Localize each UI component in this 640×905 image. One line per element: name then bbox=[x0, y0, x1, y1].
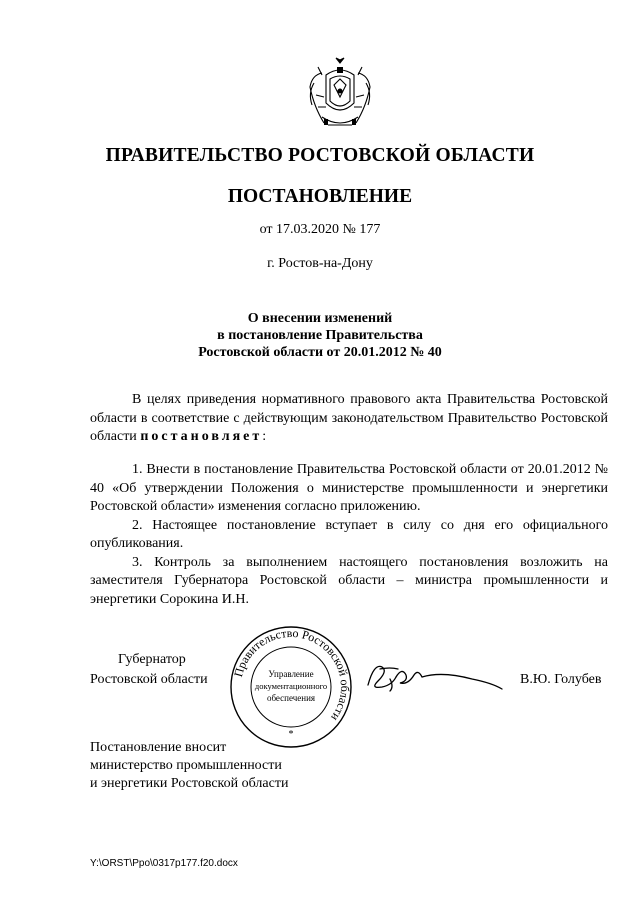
submitted-by-line: министерство промышленности bbox=[90, 758, 282, 773]
decree-item: 1. Внести в постановление Правительства Ростовской области от 20.01.2012 № 40 «Об утверждении Положения о министерстве промышленности и энергетики Ростовской области» изменения согласно приложению. bbox=[90, 462, 608, 514]
decree-item: 3. Контроль за выполнением настоящего постановления возложить на заместителя Губернатора Ростовской области – министра промышленности и энергетики Сорокина И.Н. bbox=[90, 554, 608, 607]
organization-title: ПРАВИТЕЛЬСТВО РОСТОВСКОЙ ОБЛАСТИ bbox=[105, 145, 535, 166]
preamble-paragraph: В целях приведения нормативного правового акта Правительства Ростовской области в соответствие с действующим законодательством Правительство Ростовской области постановляет: bbox=[90, 392, 608, 444]
seal-outer-text: Правительство Ростовской области bbox=[231, 625, 353, 724]
signer-name: В.Ю. Голубев bbox=[520, 672, 602, 687]
subject-line: в постановление Правительства bbox=[217, 328, 423, 343]
official-seal bbox=[228, 624, 354, 750]
handwritten-signature bbox=[360, 655, 510, 695]
submitted-by-line: Постановление вносит bbox=[90, 740, 227, 755]
seal-inner-line: обеспечения bbox=[266, 693, 316, 703]
submitted-by-line: и энергетики Ростовской области bbox=[90, 776, 289, 791]
coat-of-arms-icon bbox=[300, 55, 380, 133]
document-city: г. Ростов-на-Дону bbox=[267, 256, 373, 271]
document-subject bbox=[0, 310, 640, 361]
seal-inner-line: Управление bbox=[268, 669, 314, 679]
subject-line: Ростовской области от 20.01.2012 № 40 bbox=[198, 345, 442, 360]
document-type: ПОСТАНОВЛЕНИЕ bbox=[227, 186, 413, 207]
seal-inner-line: документационного bbox=[254, 681, 328, 691]
decree-items bbox=[90, 461, 608, 609]
signer-title-line: Ростовской области bbox=[90, 672, 208, 687]
seal-star-icon: * bbox=[288, 729, 294, 740]
subject-line: О внесении изменений bbox=[247, 311, 393, 326]
document-date-number: от 17.03.2020 № 177 bbox=[259, 222, 381, 237]
decree-item: 2. Настоящее постановление вступает в силу со дня его официального опубликования. bbox=[90, 517, 608, 551]
file-path: Y:\ORST\Ppo\0317p177.f20.docx bbox=[90, 858, 238, 869]
decree-word: постановляет bbox=[140, 429, 263, 444]
preamble-text: В целях приведения нормативного правового акта Правительства Ростовской области в соответствие с действующим законодательством Правительство Ростовской области bbox=[90, 392, 608, 444]
signer-title-line: Губернатор bbox=[118, 652, 186, 667]
